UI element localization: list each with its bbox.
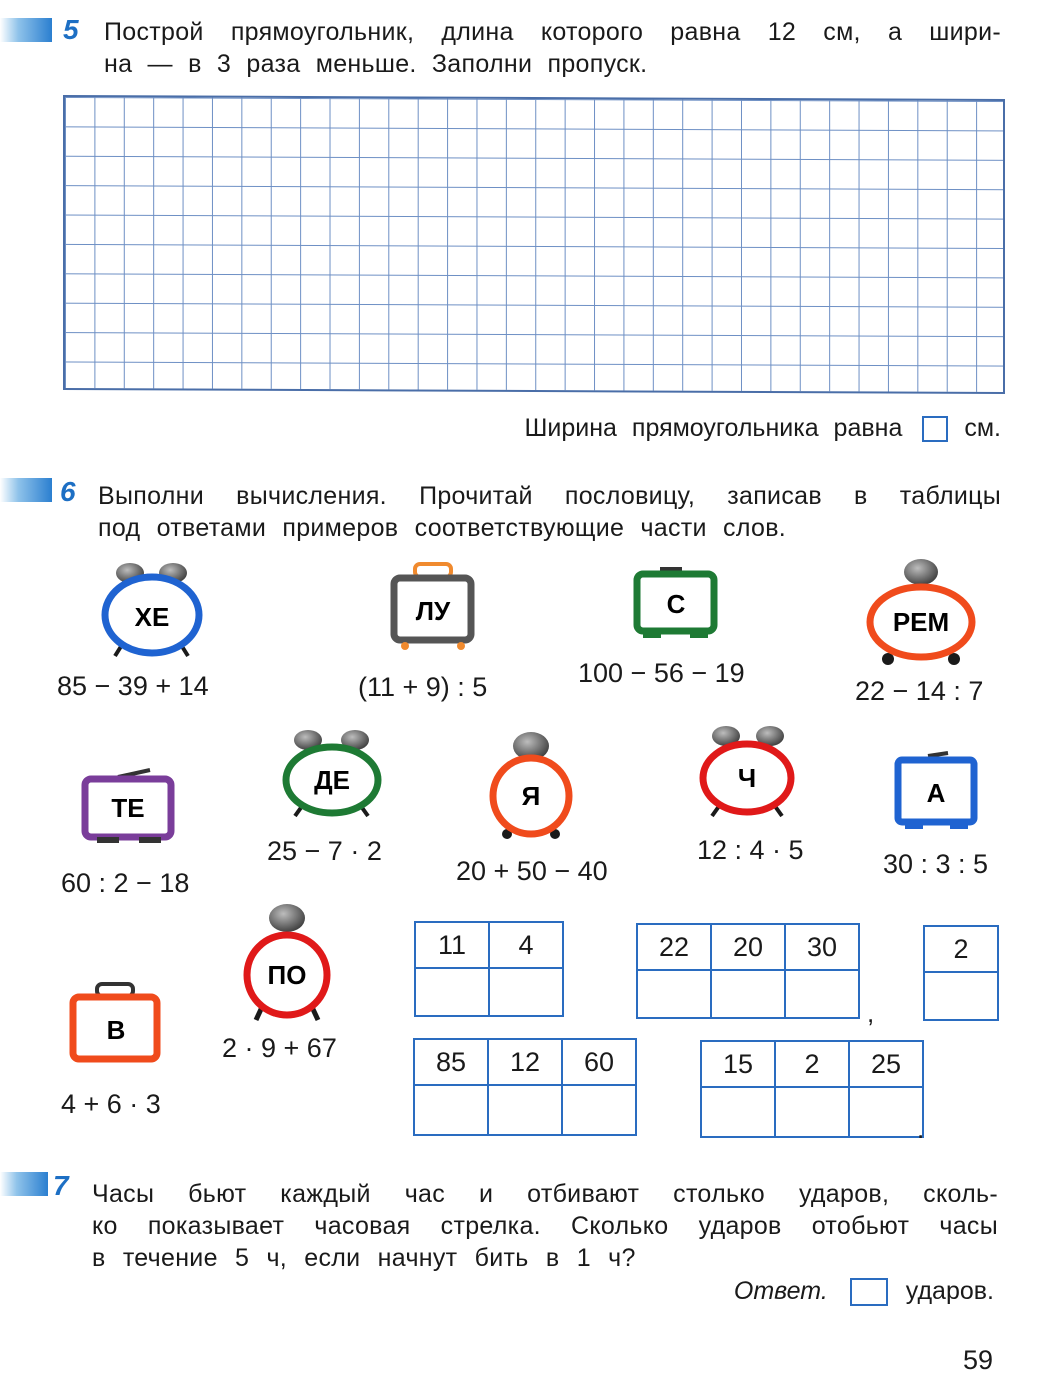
task5-number: 5 <box>63 14 79 45</box>
table-cell-header: 25 <box>849 1041 923 1087</box>
clock-s-icon <box>637 567 714 638</box>
table-cell-header: 15 <box>701 1041 775 1087</box>
table-cell-header: 85 <box>414 1039 488 1085</box>
expr-ch: 12 : 4 · 5 <box>697 835 804 865</box>
syllable-ya: Я <box>521 781 541 811</box>
expr-rem: 22 − 14 : 7 <box>855 676 984 706</box>
task7-marker <box>0 1172 48 1196</box>
table-cell-answer[interactable] <box>701 1087 775 1137</box>
table-cell-header: 60 <box>562 1039 636 1085</box>
syllable-po: ПО <box>267 960 307 990</box>
table-cell-answer[interactable] <box>849 1087 923 1137</box>
table-cell-answer[interactable] <box>562 1085 636 1135</box>
clock-rem-icon <box>870 559 972 665</box>
task7-line-1: Часы бьют каждый час и отбивают столько ударов, сколь- <box>92 1180 998 1208</box>
syllable-xe: ХЕ <box>134 602 170 632</box>
answer-table-5 <box>700 1040 924 1138</box>
syllable-s: С <box>666 589 686 619</box>
expr-s: 100 − 56 − 19 <box>578 658 745 688</box>
task7-number: 7 <box>53 1170 69 1201</box>
task5-answer-prefix: Ширина прямоугольника равна <box>524 414 903 442</box>
clock-lu-icon <box>394 564 471 650</box>
table-cell-header: 12 <box>488 1039 562 1085</box>
task6-line-1: Выполни вычисления. Прочитай пословицу, записав в таблицы <box>98 482 1001 510</box>
table-cell-answer[interactable] <box>775 1087 849 1137</box>
clock-ya-icon <box>493 732 569 839</box>
expr-po: 2 · 9 + 67 <box>222 1033 337 1063</box>
task7-line-2: ко показывает часовая стрелка. Сколько ударов отобьют часы <box>92 1212 998 1240</box>
expr-te: 60 : 2 − 18 <box>61 868 190 898</box>
table-cell-answer[interactable] <box>637 970 711 1018</box>
table-cell-answer[interactable] <box>489 968 563 1016</box>
table-cell-answer[interactable] <box>415 968 489 1016</box>
task5-marker <box>0 18 52 42</box>
task5-answer-box[interactable] <box>922 416 948 442</box>
syllable-a: А <box>926 778 946 808</box>
expr-v: 4 + 6 · 3 <box>61 1089 161 1119</box>
expr-de: 25 − 7 · 2 <box>267 836 382 866</box>
clock-de-icon <box>286 730 378 816</box>
clock-po-icon <box>247 904 327 1020</box>
table-5-punctuation: . <box>917 1114 925 1144</box>
table-2-punctuation: , <box>867 998 875 1028</box>
table-cell-header: 11 <box>415 922 489 968</box>
task6-number: 6 <box>60 476 76 507</box>
expr-lu: (11 + 9) : 5 <box>358 672 488 702</box>
table-cell-answer[interactable] <box>924 972 998 1020</box>
answer-table-4 <box>413 1038 637 1136</box>
task5-line-1: Построй прямоугольник, длина которого равна 12 см, а шири- <box>104 18 1001 46</box>
table-cell-header: 22 <box>637 924 711 970</box>
task5-text <box>104 16 1001 80</box>
clock-ch-icon <box>703 726 791 816</box>
answer-table-3 <box>923 925 999 1021</box>
task7-text <box>92 1178 998 1274</box>
task7-answer-box[interactable] <box>850 1278 888 1306</box>
clock-a-icon <box>898 753 974 829</box>
task7-answer-unit: ударов. <box>905 1277 994 1305</box>
graph-paper-grid[interactable] <box>63 95 1005 394</box>
table-cell-header: 20 <box>711 924 785 970</box>
answer-table-1 <box>414 921 564 1017</box>
clock-xe-icon <box>105 563 199 656</box>
syllable-de: ДЕ <box>314 765 350 795</box>
task6-text <box>98 480 1001 544</box>
table-cell-header: 2 <box>775 1041 849 1087</box>
table-cell-answer[interactable] <box>488 1085 562 1135</box>
syllable-ch: Ч <box>737 763 757 793</box>
table-cell-answer[interactable] <box>785 970 859 1018</box>
task5-answer-unit: см. <box>964 414 1001 442</box>
table-cell-answer[interactable] <box>414 1085 488 1135</box>
task6-line-2: под ответами примеров соответствующие части слов. <box>98 514 787 542</box>
task5-answer-line <box>525 414 1002 443</box>
task7-line-3: в течение 5 ч, если начнут бить в 1 ч? <box>92 1244 636 1272</box>
task5-line-2: на — в 3 раза меньше. Заполни пропуск. <box>104 50 648 78</box>
clock-te-icon <box>85 770 171 843</box>
task7-answer-label: Ответ. <box>733 1277 828 1305</box>
expr-a: 30 : 3 : 5 <box>883 849 989 879</box>
expr-ya: 20 + 50 − 40 <box>456 856 608 886</box>
table-cell-header: 30 <box>785 924 859 970</box>
clock-v-icon <box>73 984 157 1059</box>
expr-xe: 85 − 39 + 14 <box>57 671 209 701</box>
table-cell-header: 4 <box>489 922 563 968</box>
task7-answer-line <box>734 1277 994 1306</box>
answer-table-2 <box>636 923 860 1019</box>
table-cell-answer[interactable] <box>711 970 785 1018</box>
task6-marker <box>0 478 52 502</box>
syllable-v: В <box>106 1015 126 1045</box>
syllable-lu: ЛУ <box>415 596 451 626</box>
page-number: 59 <box>962 1345 993 1375</box>
table-cell-header: 2 <box>924 926 998 972</box>
syllable-rem: РЕМ <box>892 607 950 637</box>
syllable-te: ТЕ <box>111 793 145 823</box>
